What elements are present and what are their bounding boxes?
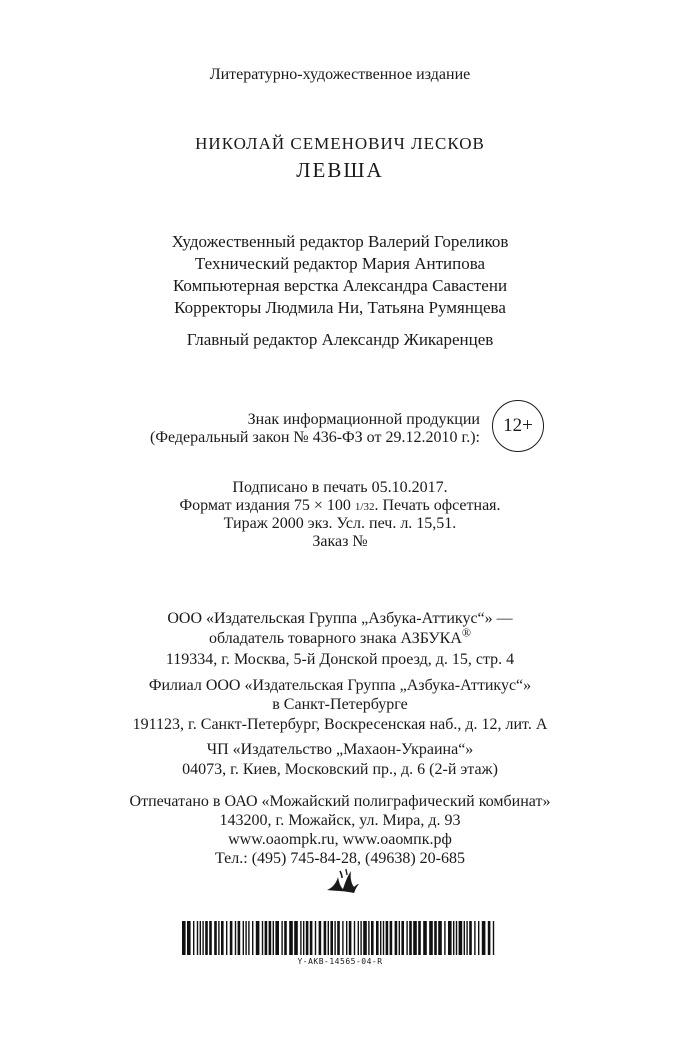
barcode-bar [284,921,287,955]
barcode-bar [281,921,282,955]
publisher-ukraine-line1: ЧП «Издательство „Махаон-Украина“» [206,741,474,758]
barcode-bar [376,921,379,955]
barcode-bar [202,921,203,955]
barcode-bar [371,921,374,955]
barcode-bar [429,921,433,955]
barcode-bar [245,921,246,955]
barcode-bar [193,921,194,955]
barcode-bar [238,921,241,955]
barcode-bar [262,921,263,955]
barcode-bar [310,921,313,955]
barcode-bar [315,921,316,955]
barcode-bar [349,921,352,955]
barcode-bar [354,921,355,955]
barcode-bar [209,921,212,955]
barcode-bar [275,921,279,955]
barcode-bar [444,921,445,955]
barcode-bar [334,921,335,955]
barcode-label: Y-AKB-14565-04-R [297,957,383,966]
barcode-bar [346,921,347,955]
barcode-bar [399,921,400,955]
barcode-bar [456,921,457,955]
registered-mark: ® [461,625,472,640]
edition-type: Литературно-художественное издание [209,66,471,83]
barcode-bar [434,921,437,955]
barcode-bar [493,921,494,955]
barcode-bar [482,921,486,955]
credit-layout: Компьютерная верстка Александра Савастени [172,276,508,295]
barcode-bar [459,921,463,955]
print-format-suffix: . Печать офсетная. [374,497,501,514]
barcode-bar [230,921,233,955]
barcode-bar [358,921,359,955]
barcode-bar [294,921,298,955]
barcode-bar [328,921,329,955]
barcode-bar [466,921,467,955]
print-signed: Подписано в печать 05.10.2017. [232,479,448,496]
barcode-bar [488,921,491,955]
barcode-bar [221,921,224,955]
barcode-bar [401,921,404,955]
barcode-bar [453,921,454,955]
barcode-bar [256,921,260,955]
barcode-bar [243,921,244,955]
barcode-bar [248,921,249,955]
barcode-bar [368,921,369,955]
barcode-bar [474,921,475,955]
barcode-bar [409,921,412,955]
barcode-bar [363,921,367,955]
barcode-bar [418,921,421,955]
publisher-branch-line1: Филиал ООО «Издательская Группа „Азбука-Аттикус“» [148,677,532,694]
barcode-bar [478,921,479,955]
barcode-bar [448,921,452,955]
barcode-bar [406,921,407,955]
publisher-branch-address: 191123, г. Санкт-Петербург, Воскресенская наб., д. 12, лит. А [132,716,548,733]
publisher-main-line1: ООО «Издательская Группа „Азбука-Аттикус“» — [167,610,513,627]
barcode-bar [205,921,208,955]
barcode-bar [306,921,309,955]
barcode-bar [269,921,272,955]
printer-websites: www.oaompk.ru, www.оаомпк.рф [228,831,452,848]
printer-address: 143200, г. Можайск, ул. Мира, д. 93 [219,812,461,829]
book-title: ЛЕВША [296,158,384,182]
publisher-trademark-text: обладатель товарного знака АЗБУКА [208,630,462,647]
barcode-bar [380,921,381,955]
barcode-bar [300,921,301,955]
print-format-fraction: 1/32 [354,501,375,513]
barcode-bar [413,921,417,955]
publisher-main-line2 [0,625,680,648]
barcode-bar [197,921,198,955]
barcode-bar [214,921,217,955]
barcode-bar [226,921,227,955]
barcode-bar [395,921,398,955]
barcode-icon [182,921,497,955]
barcode-bar [438,921,442,955]
barcode-bar [289,921,293,955]
barcode-bar [342,921,343,955]
print-order: Заказ № [312,533,368,550]
print-format-prefix: Формат издания 75 × 100 [179,497,355,514]
printer-line1: Отпечатано в ОАО «Можайский полиграфический комбинат» [129,793,551,810]
publisher-branch-line2: в Санкт-Петербурге [272,696,408,713]
credit-art-editor: Художественный редактор Валерий Гореликов [171,232,509,251]
barcode-bar [360,921,361,955]
barcode-bar [337,921,340,955]
age-rating-badge: 12+ [492,400,544,452]
age-rating-label-2: (Федеральный закон № 436-ФЗ от 29.12.2010 г.): [149,429,480,446]
barcode-bar [218,921,219,955]
print-circulation: Тираж 2000 экз. Усл. печ. л. 15,51. [223,515,457,532]
chief-editor: Главный редактор Александр Жикаренцев [186,330,494,349]
barcode-bar [469,921,472,955]
barcode-bar [182,921,186,955]
barcode-bar [187,921,191,955]
barcode-bar [383,921,384,955]
author-name: НИКОЛАЙ СЕМЕНОВИЧ ЛЕСКОВ [195,134,485,153]
credit-proofreaders: Корректоры Людмила Ни, Татьяна Румянцева [174,298,506,317]
age-rating-label-1: Знак информационной продукции [247,411,480,428]
barcode-bar [273,921,274,955]
barcode-bar [265,921,268,955]
print-format [0,497,680,515]
barcode-bar [252,921,253,955]
barcode-bar [319,921,322,955]
barcode-bar [324,921,327,955]
publisher-ukraine-address: 04073, г. Киев, Московский пр., д. 6 (2-й этаж) [182,761,498,778]
publisher-logo-icon [326,868,360,894]
barcode-bar [330,921,333,955]
publisher-main-address: 119334, г. Москва, 5-й Донской проезд, д. 15, стр. 4 [165,651,515,668]
barcode-bar [390,921,393,955]
printer-phones: Тел.: (495) 745-84-28, (49638) 20-685 [215,850,465,867]
credit-tech-editor: Технический редактор Мария Антипова [194,254,486,273]
barcode-bar [464,921,465,955]
barcode-bar [200,921,201,955]
barcode-bar [303,921,304,955]
barcode-bar [386,921,389,955]
barcode-bar [423,921,427,955]
barcode-bar [235,921,236,955]
